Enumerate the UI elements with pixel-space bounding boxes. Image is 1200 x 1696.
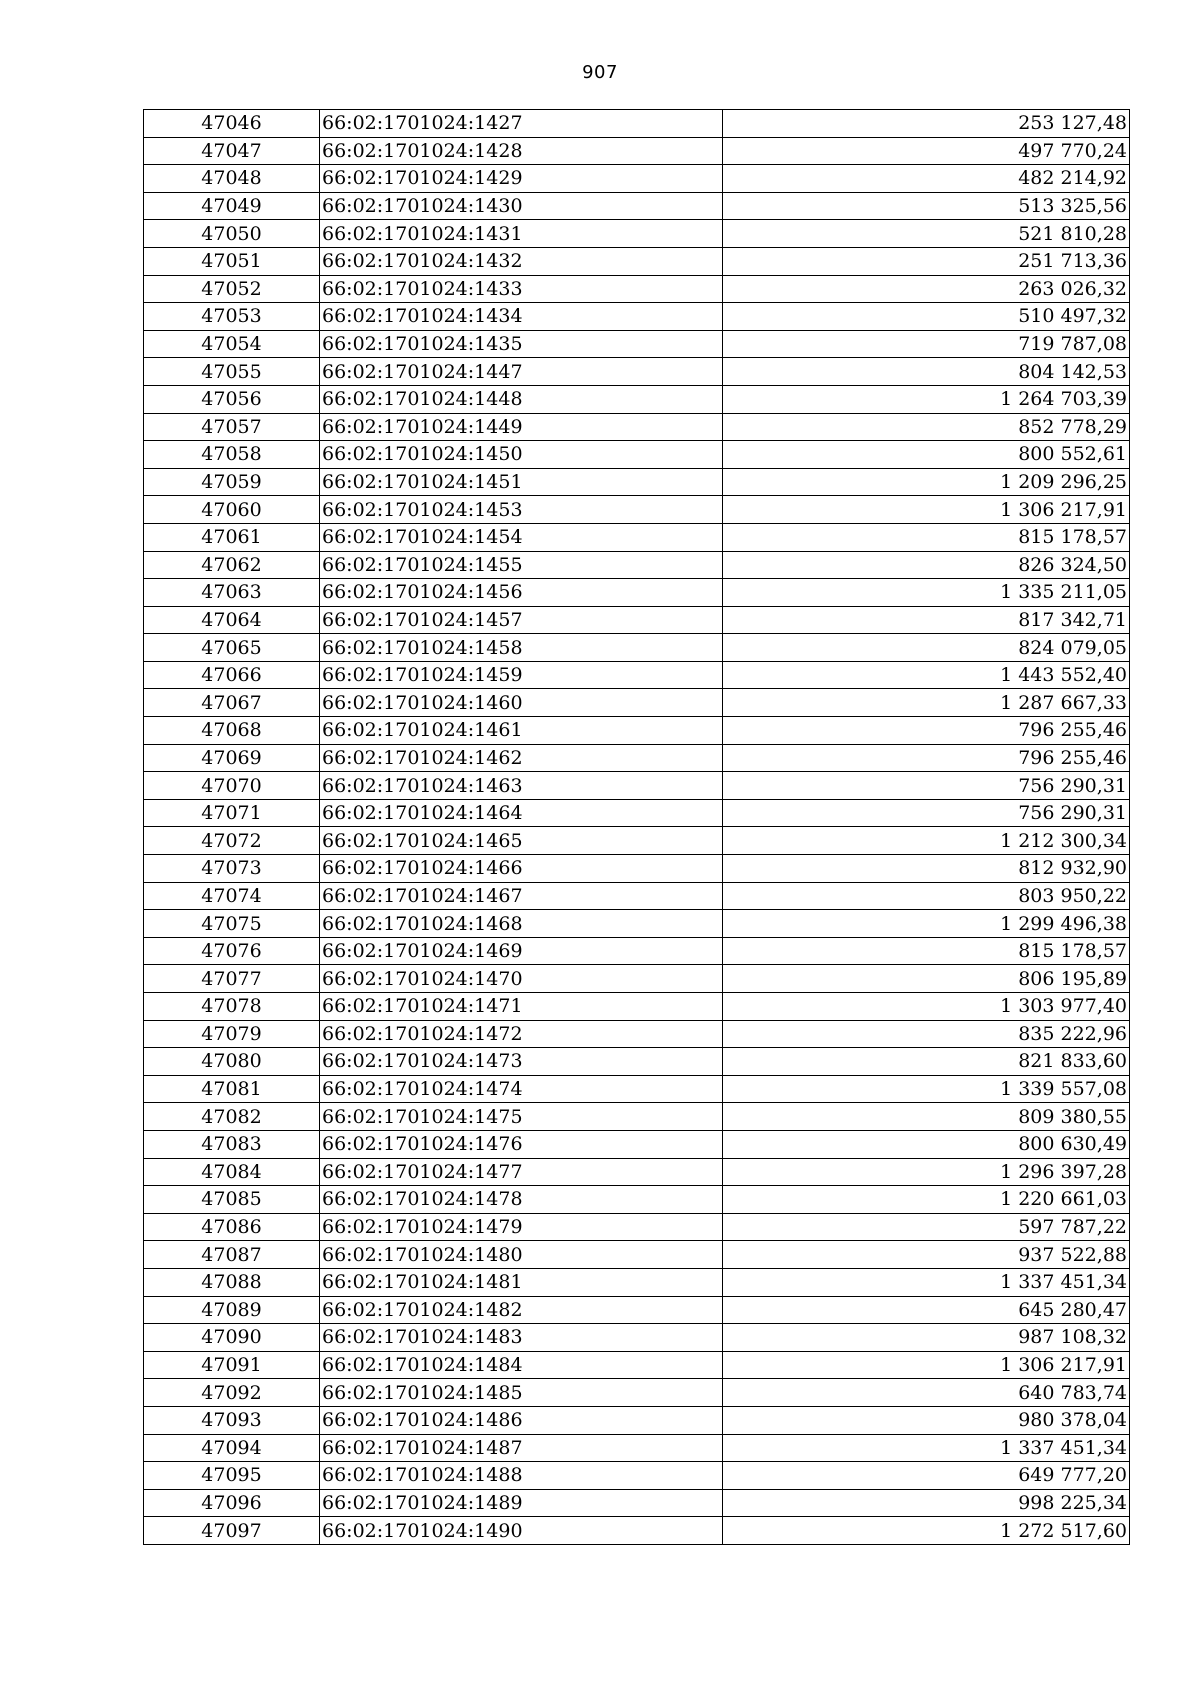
table-row bbox=[144, 247, 1130, 275]
cadastral-number-cell: 66:02:1701024:1457 bbox=[320, 606, 723, 634]
cadastral-value-cell: 756 290,31 bbox=[723, 799, 1130, 827]
cadastral-number-cell: 66:02:1701024:1454 bbox=[320, 523, 723, 551]
cadastral-value-cell: 1 287 667,33 bbox=[723, 689, 1130, 717]
cadastral-value-cell: 1 339 557,08 bbox=[723, 1075, 1130, 1103]
table-row bbox=[144, 441, 1130, 469]
table-row bbox=[144, 165, 1130, 193]
table-row bbox=[144, 551, 1130, 579]
cadastral-number-cell: 66:02:1701024:1480 bbox=[320, 1241, 723, 1269]
cadastral-value-cell: 806 195,89 bbox=[723, 965, 1130, 993]
cadastral-number-cell: 66:02:1701024:1462 bbox=[320, 744, 723, 772]
table-row bbox=[144, 661, 1130, 689]
table-row bbox=[144, 496, 1130, 524]
cadastral-value-cell: 824 079,05 bbox=[723, 634, 1130, 662]
table-row bbox=[144, 717, 1130, 745]
cadastral-value-cell: 1 303 977,40 bbox=[723, 993, 1130, 1021]
table-row bbox=[144, 1296, 1130, 1324]
cadastral-value-cell: 980 378,04 bbox=[723, 1406, 1130, 1434]
table-row bbox=[144, 579, 1130, 607]
cadastral-number-cell: 66:02:1701024:1461 bbox=[320, 717, 723, 745]
table-row bbox=[144, 827, 1130, 855]
cadastral-number-cell: 66:02:1701024:1488 bbox=[320, 1462, 723, 1490]
row-number-cell: 47085 bbox=[144, 1186, 320, 1214]
table-row bbox=[144, 220, 1130, 248]
row-number-cell: 47081 bbox=[144, 1075, 320, 1103]
table-row bbox=[144, 468, 1130, 496]
row-number-cell: 47096 bbox=[144, 1489, 320, 1517]
cadastral-value-cell: 800 630,49 bbox=[723, 1130, 1130, 1158]
cadastral-number-cell: 66:02:1701024:1490 bbox=[320, 1517, 723, 1545]
cadastral-number-cell: 66:02:1701024:1466 bbox=[320, 855, 723, 883]
cadastral-value-cell: 796 255,46 bbox=[723, 717, 1130, 745]
row-number-cell: 47063 bbox=[144, 579, 320, 607]
cadastral-number-cell: 66:02:1701024:1481 bbox=[320, 1268, 723, 1296]
cadastral-number-cell: 66:02:1701024:1464 bbox=[320, 799, 723, 827]
row-number-cell: 47089 bbox=[144, 1296, 320, 1324]
cadastral-number-cell: 66:02:1701024:1472 bbox=[320, 1020, 723, 1048]
row-number-cell: 47084 bbox=[144, 1158, 320, 1186]
table-row bbox=[144, 1517, 1130, 1545]
cadastral-number-cell: 66:02:1701024:1429 bbox=[320, 165, 723, 193]
table-row bbox=[144, 1075, 1130, 1103]
cadastral-number-cell: 66:02:1701024:1449 bbox=[320, 413, 723, 441]
table-row bbox=[144, 1324, 1130, 1352]
cadastral-number-cell: 66:02:1701024:1455 bbox=[320, 551, 723, 579]
table-row bbox=[144, 303, 1130, 331]
row-number-cell: 47097 bbox=[144, 1517, 320, 1545]
cadastral-value-cell: 987 108,32 bbox=[723, 1324, 1130, 1352]
row-number-cell: 47083 bbox=[144, 1130, 320, 1158]
cadastral-number-cell: 66:02:1701024:1434 bbox=[320, 303, 723, 331]
row-number-cell: 47048 bbox=[144, 165, 320, 193]
cadastral-number-cell: 66:02:1701024:1430 bbox=[320, 192, 723, 220]
table-row bbox=[144, 1103, 1130, 1131]
cadastral-number-cell: 66:02:1701024:1447 bbox=[320, 358, 723, 386]
cadastral-value-cell: 821 833,60 bbox=[723, 1048, 1130, 1076]
table-row bbox=[144, 1406, 1130, 1434]
cadastral-number-cell: 66:02:1701024:1432 bbox=[320, 247, 723, 275]
cadastral-number-cell: 66:02:1701024:1478 bbox=[320, 1186, 723, 1214]
row-number-cell: 47057 bbox=[144, 413, 320, 441]
cadastral-value-cell: 640 783,74 bbox=[723, 1379, 1130, 1407]
cadastral-number-cell: 66:02:1701024:1477 bbox=[320, 1158, 723, 1186]
row-number-cell: 47079 bbox=[144, 1020, 320, 1048]
row-number-cell: 47060 bbox=[144, 496, 320, 524]
row-number-cell: 47075 bbox=[144, 910, 320, 938]
cadastral-value-cell: 482 214,92 bbox=[723, 165, 1130, 193]
cadastral-number-cell: 66:02:1701024:1489 bbox=[320, 1489, 723, 1517]
row-number-cell: 47069 bbox=[144, 744, 320, 772]
cadastral-value-cell: 835 222,96 bbox=[723, 1020, 1130, 1048]
cadastral-value-cell: 1 306 217,91 bbox=[723, 1351, 1130, 1379]
cadastral-number-cell: 66:02:1701024:1476 bbox=[320, 1130, 723, 1158]
cadastral-number-cell: 66:02:1701024:1453 bbox=[320, 496, 723, 524]
table-row bbox=[144, 1213, 1130, 1241]
table-row bbox=[144, 1186, 1130, 1214]
cadastral-value-table bbox=[143, 109, 1130, 1545]
row-number-cell: 47054 bbox=[144, 330, 320, 358]
cadastral-number-cell: 66:02:1701024:1475 bbox=[320, 1103, 723, 1131]
row-number-cell: 47061 bbox=[144, 523, 320, 551]
table-row bbox=[144, 1020, 1130, 1048]
table-row bbox=[144, 689, 1130, 717]
cadastral-number-cell: 66:02:1701024:1469 bbox=[320, 937, 723, 965]
cadastral-value-cell: 756 290,31 bbox=[723, 772, 1130, 800]
cadastral-number-cell: 66:02:1701024:1450 bbox=[320, 441, 723, 469]
row-number-cell: 47062 bbox=[144, 551, 320, 579]
row-number-cell: 47091 bbox=[144, 1351, 320, 1379]
table-row bbox=[144, 1048, 1130, 1076]
row-number-cell: 47095 bbox=[144, 1462, 320, 1490]
row-number-cell: 47076 bbox=[144, 937, 320, 965]
row-number-cell: 47059 bbox=[144, 468, 320, 496]
cadastral-number-cell: 66:02:1701024:1459 bbox=[320, 661, 723, 689]
table-row bbox=[144, 1379, 1130, 1407]
row-number-cell: 47074 bbox=[144, 882, 320, 910]
cadastral-value-cell: 826 324,50 bbox=[723, 551, 1130, 579]
cadastral-value-cell: 1 299 496,38 bbox=[723, 910, 1130, 938]
cadastral-number-cell: 66:02:1701024:1487 bbox=[320, 1434, 723, 1462]
table-row bbox=[144, 910, 1130, 938]
table-row bbox=[144, 358, 1130, 386]
row-number-cell: 47056 bbox=[144, 385, 320, 413]
table-row bbox=[144, 799, 1130, 827]
cadastral-value-cell: 1 264 703,39 bbox=[723, 385, 1130, 413]
cadastral-number-cell: 66:02:1701024:1471 bbox=[320, 993, 723, 1021]
row-number-cell: 47086 bbox=[144, 1213, 320, 1241]
cadastral-number-cell: 66:02:1701024:1486 bbox=[320, 1406, 723, 1434]
row-number-cell: 47047 bbox=[144, 137, 320, 165]
cadastral-number-cell: 66:02:1701024:1484 bbox=[320, 1351, 723, 1379]
row-number-cell: 47087 bbox=[144, 1241, 320, 1269]
table-row bbox=[144, 937, 1130, 965]
row-number-cell: 47064 bbox=[144, 606, 320, 634]
row-number-cell: 47090 bbox=[144, 1324, 320, 1352]
cadastral-value-cell: 645 280,47 bbox=[723, 1296, 1130, 1324]
cadastral-number-cell: 66:02:1701024:1483 bbox=[320, 1324, 723, 1352]
row-number-cell: 47092 bbox=[144, 1379, 320, 1407]
table-row bbox=[144, 1351, 1130, 1379]
cadastral-number-cell: 66:02:1701024:1482 bbox=[320, 1296, 723, 1324]
table-row bbox=[144, 882, 1130, 910]
cadastral-value-cell: 1 296 397,28 bbox=[723, 1158, 1130, 1186]
table-body bbox=[144, 110, 1130, 1545]
cadastral-number-cell: 66:02:1701024:1460 bbox=[320, 689, 723, 717]
cadastral-number-cell: 66:02:1701024:1448 bbox=[320, 385, 723, 413]
table-row bbox=[144, 606, 1130, 634]
cadastral-number-cell: 66:02:1701024:1435 bbox=[320, 330, 723, 358]
cadastral-number-cell: 66:02:1701024:1473 bbox=[320, 1048, 723, 1076]
row-number-cell: 47072 bbox=[144, 827, 320, 855]
cadastral-value-cell: 796 255,46 bbox=[723, 744, 1130, 772]
cadastral-number-cell: 66:02:1701024:1479 bbox=[320, 1213, 723, 1241]
cadastral-value-cell: 800 552,61 bbox=[723, 441, 1130, 469]
table-row bbox=[144, 1158, 1130, 1186]
row-number-cell: 47094 bbox=[144, 1434, 320, 1462]
cadastral-number-cell: 66:02:1701024:1470 bbox=[320, 965, 723, 993]
table-row bbox=[144, 1434, 1130, 1462]
cadastral-value-cell: 998 225,34 bbox=[723, 1489, 1130, 1517]
row-number-cell: 47082 bbox=[144, 1103, 320, 1131]
table-row bbox=[144, 744, 1130, 772]
cadastral-value-cell: 1 306 217,91 bbox=[723, 496, 1130, 524]
row-number-cell: 47071 bbox=[144, 799, 320, 827]
row-number-cell: 47055 bbox=[144, 358, 320, 386]
row-number-cell: 47088 bbox=[144, 1268, 320, 1296]
cadastral-number-cell: 66:02:1701024:1428 bbox=[320, 137, 723, 165]
cadastral-value-cell: 497 770,24 bbox=[723, 137, 1130, 165]
cadastral-number-cell: 66:02:1701024:1451 bbox=[320, 468, 723, 496]
cadastral-value-cell: 513 325,56 bbox=[723, 192, 1130, 220]
cadastral-value-cell: 815 178,57 bbox=[723, 523, 1130, 551]
cadastral-value-cell: 597 787,22 bbox=[723, 1213, 1130, 1241]
page-number: 907 bbox=[582, 62, 618, 83]
cadastral-value-cell: 1 212 300,34 bbox=[723, 827, 1130, 855]
cadastral-value-cell: 649 777,20 bbox=[723, 1462, 1130, 1490]
table-row bbox=[144, 1130, 1130, 1158]
table-row bbox=[144, 330, 1130, 358]
table-row bbox=[144, 855, 1130, 883]
table-row bbox=[144, 137, 1130, 165]
cadastral-number-cell: 66:02:1701024:1463 bbox=[320, 772, 723, 800]
cadastral-number-cell: 66:02:1701024:1467 bbox=[320, 882, 723, 910]
row-number-cell: 47046 bbox=[144, 110, 320, 138]
cadastral-value-cell: 1 209 296,25 bbox=[723, 468, 1130, 496]
cadastral-number-cell: 66:02:1701024:1468 bbox=[320, 910, 723, 938]
row-number-cell: 47077 bbox=[144, 965, 320, 993]
table-row bbox=[144, 772, 1130, 800]
table-row bbox=[144, 965, 1130, 993]
table-row bbox=[144, 523, 1130, 551]
row-number-cell: 47050 bbox=[144, 220, 320, 248]
table-row bbox=[144, 192, 1130, 220]
row-number-cell: 47051 bbox=[144, 247, 320, 275]
cadastral-value-cell: 510 497,32 bbox=[723, 303, 1130, 331]
table-row bbox=[144, 1489, 1130, 1517]
cadastral-number-cell: 66:02:1701024:1433 bbox=[320, 275, 723, 303]
cadastral-number-cell: 66:02:1701024:1458 bbox=[320, 634, 723, 662]
table-row bbox=[144, 993, 1130, 1021]
cadastral-number-cell: 66:02:1701024:1474 bbox=[320, 1075, 723, 1103]
cadastral-number-cell: 66:02:1701024:1465 bbox=[320, 827, 723, 855]
cadastral-value-cell: 1 272 517,60 bbox=[723, 1517, 1130, 1545]
row-number-cell: 47068 bbox=[144, 717, 320, 745]
cadastral-value-cell: 852 778,29 bbox=[723, 413, 1130, 441]
row-number-cell: 47058 bbox=[144, 441, 320, 469]
cadastral-value-cell: 817 342,71 bbox=[723, 606, 1130, 634]
cadastral-value-cell: 812 932,90 bbox=[723, 855, 1130, 883]
cadastral-value-cell: 803 950,22 bbox=[723, 882, 1130, 910]
cadastral-value-cell: 1 337 451,34 bbox=[723, 1268, 1130, 1296]
table-row bbox=[144, 1241, 1130, 1269]
row-number-cell: 47080 bbox=[144, 1048, 320, 1076]
cadastral-value-cell: 809 380,55 bbox=[723, 1103, 1130, 1131]
row-number-cell: 47049 bbox=[144, 192, 320, 220]
cadastral-value-cell: 251 713,36 bbox=[723, 247, 1130, 275]
row-number-cell: 47067 bbox=[144, 689, 320, 717]
cadastral-value-cell: 937 522,88 bbox=[723, 1241, 1130, 1269]
table-row bbox=[144, 1268, 1130, 1296]
cadastral-value-cell: 1 220 661,03 bbox=[723, 1186, 1130, 1214]
cadastral-value-cell: 521 810,28 bbox=[723, 220, 1130, 248]
row-number-cell: 47070 bbox=[144, 772, 320, 800]
cadastral-value-cell: 253 127,48 bbox=[723, 110, 1130, 138]
row-number-cell: 47073 bbox=[144, 855, 320, 883]
cadastral-value-cell: 815 178,57 bbox=[723, 937, 1130, 965]
cadastral-number-cell: 66:02:1701024:1431 bbox=[320, 220, 723, 248]
row-number-cell: 47065 bbox=[144, 634, 320, 662]
cadastral-number-cell: 66:02:1701024:1456 bbox=[320, 579, 723, 607]
table-row bbox=[144, 110, 1130, 138]
cadastral-value-cell: 263 026,32 bbox=[723, 275, 1130, 303]
cadastral-value-cell: 1 443 552,40 bbox=[723, 661, 1130, 689]
table-row bbox=[144, 1462, 1130, 1490]
row-number-cell: 47053 bbox=[144, 303, 320, 331]
cadastral-value-cell: 1 335 211,05 bbox=[723, 579, 1130, 607]
row-number-cell: 47093 bbox=[144, 1406, 320, 1434]
cadastral-value-cell: 1 337 451,34 bbox=[723, 1434, 1130, 1462]
table-row bbox=[144, 413, 1130, 441]
cadastral-number-cell: 66:02:1701024:1485 bbox=[320, 1379, 723, 1407]
cadastral-number-cell: 66:02:1701024:1427 bbox=[320, 110, 723, 138]
row-number-cell: 47066 bbox=[144, 661, 320, 689]
row-number-cell: 47052 bbox=[144, 275, 320, 303]
table-row bbox=[144, 385, 1130, 413]
cadastral-value-cell: 804 142,53 bbox=[723, 358, 1130, 386]
row-number-cell: 47078 bbox=[144, 993, 320, 1021]
table-row bbox=[144, 634, 1130, 662]
table-row bbox=[144, 275, 1130, 303]
cadastral-value-cell: 719 787,08 bbox=[723, 330, 1130, 358]
